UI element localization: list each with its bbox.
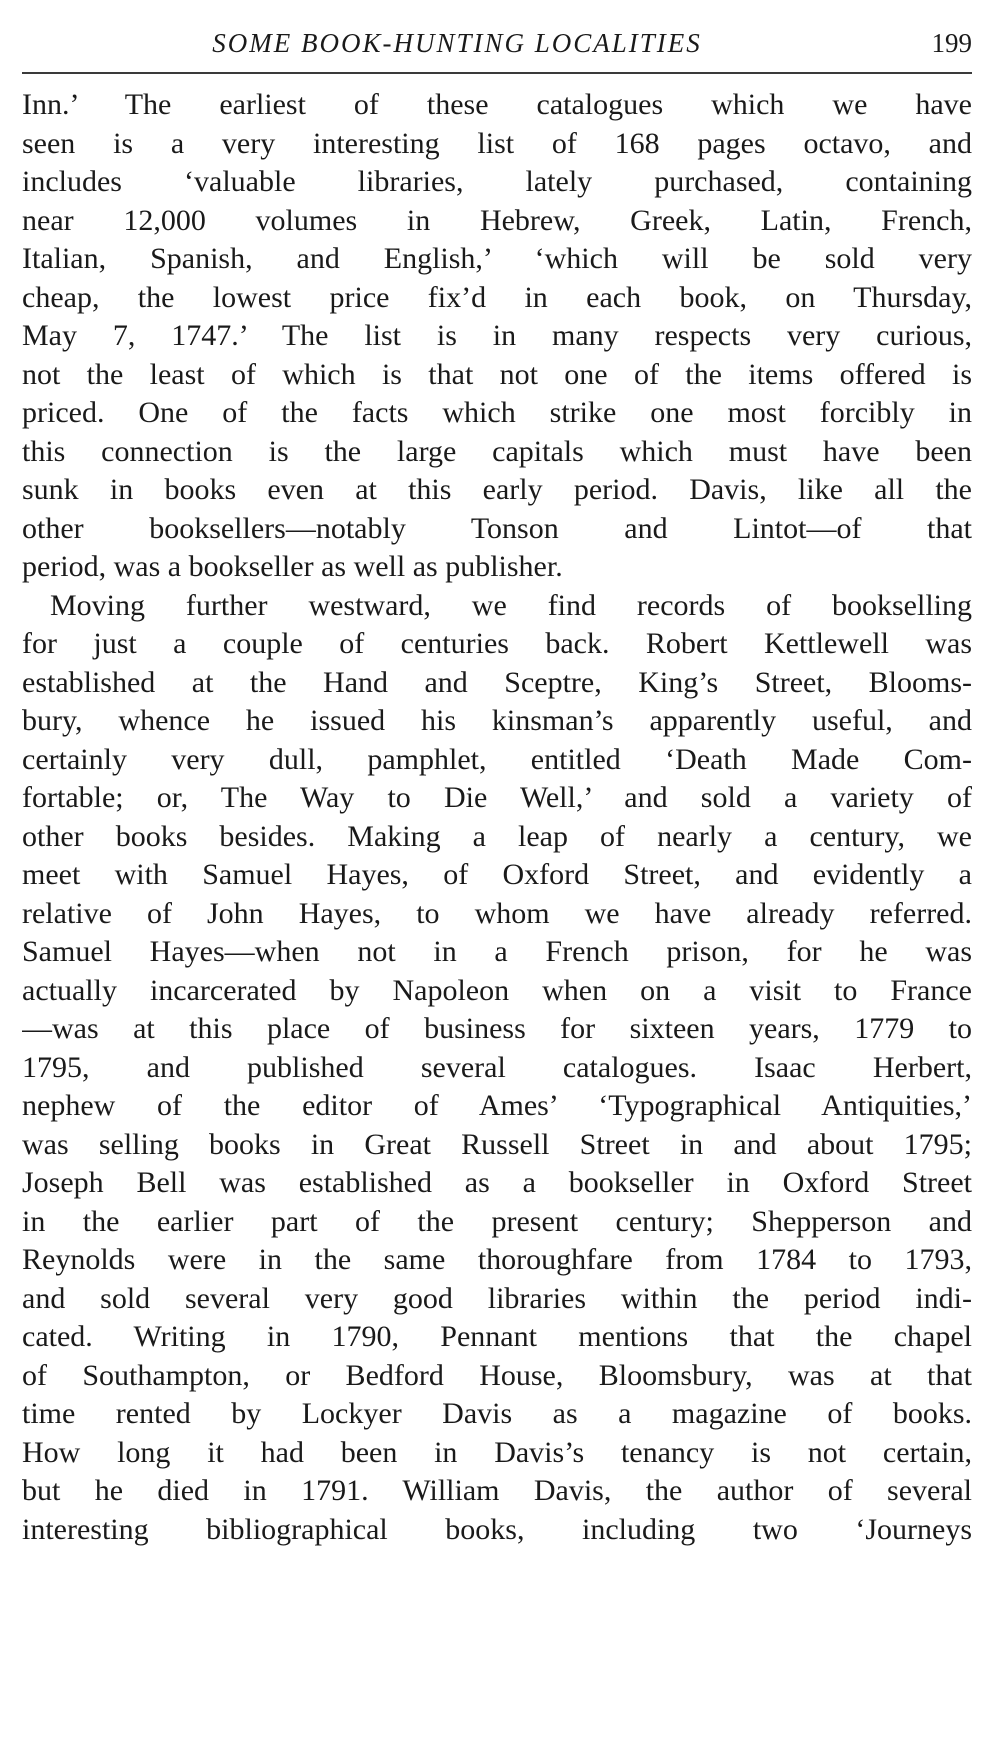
running-head bbox=[22, 28, 972, 68]
text-line: May 7, 1747.’ The list is in many respects very curious, bbox=[22, 319, 972, 352]
text-line: meet with Samuel Hayes, of Oxford Street, and evidently a bbox=[22, 858, 972, 891]
header-rule bbox=[22, 72, 972, 74]
text-line: for just a couple of centuries back. Robert Kettlewell was bbox=[22, 627, 972, 660]
text-line: cheap, the lowest price fix’d in each book, on Thursday, bbox=[22, 280, 972, 314]
text-line: near 12,000 volumes in Hebrew, Greek, Latin, French, bbox=[22, 203, 972, 237]
text-line: period, was a bookseller as well as publisher. bbox=[22, 550, 563, 583]
text-line: cated. Writing in 1790, Pennant mentions that the chapel bbox=[22, 1320, 972, 1353]
text-line: Italian, Spanish, and English,’ ‘which will be sold very bbox=[22, 242, 972, 275]
text-line: not the least of which is that not one of the items offered is bbox=[22, 357, 972, 391]
text-line: and sold several very good libraries within the period indi- bbox=[22, 1281, 972, 1315]
paragraph-1 bbox=[22, 86, 972, 587]
text-line: interesting bibliographical books, including two ‘Journeys bbox=[22, 1512, 972, 1546]
text-line: established at the Hand and Sceptre, King’s Street, Blooms- bbox=[22, 665, 972, 699]
text-line: seen is a very interesting list of 168 pages octavo, and bbox=[22, 126, 972, 160]
text-line: How long it had been in Davis’s tenancy is not certain, bbox=[22, 1435, 972, 1469]
text-line: of Southampton, or Bedford House, Bloomsbury, was at that bbox=[22, 1358, 972, 1392]
text-line: sunk in books even at this early period. Davis, like all the bbox=[22, 473, 972, 506]
running-title: SOME BOOK-HUNTING LOCALITIES bbox=[212, 28, 702, 58]
text-line: this connection is the large capitals which must have been bbox=[22, 434, 972, 468]
text-line: Samuel Hayes—when not in a French prison, for he was bbox=[22, 935, 972, 968]
text-line: includes ‘valuable libraries, lately purchased, containing bbox=[22, 165, 972, 198]
text-line: 1795, and published several catalogues. Isaac Herbert, bbox=[22, 1050, 972, 1084]
text-line: Joseph Bell was established as a bookseller in Oxford Street bbox=[22, 1166, 972, 1199]
text-line: in the earlier part of the present century; Shepperson and bbox=[22, 1204, 972, 1238]
text-line: Reynolds were in the same thoroughfare from 1784 to 1793, bbox=[22, 1243, 972, 1276]
text-line: bury, whence he issued his kinsman’s apparently useful, and bbox=[22, 704, 972, 737]
text-line: other booksellers—notably Tonson and Lintot—of that bbox=[22, 511, 972, 545]
paragraph-2 bbox=[22, 587, 972, 1550]
text-line: Inn.’ The earliest of these catalogues which we have bbox=[22, 88, 972, 121]
body-text bbox=[22, 86, 972, 1549]
text-line: but he died in 1791. William Davis, the author of several bbox=[22, 1474, 972, 1507]
text-line: certainly very dull, pamphlet, entitled ‘Death Made Com- bbox=[22, 742, 972, 776]
text-line: Moving further westward, we find records of bookselling bbox=[50, 588, 972, 622]
text-line: other books besides. Making a leap of nearly a century, we bbox=[22, 819, 972, 853]
text-line: actually incarcerated by Napoleon when on a visit to France bbox=[22, 973, 972, 1007]
text-line: nephew of the editor of Ames’ ‘Typographical Antiquities,’ bbox=[22, 1089, 972, 1122]
text-line: —was at this place of business for sixteen years, 1779 to bbox=[22, 1012, 972, 1045]
page-number: 199 bbox=[931, 28, 972, 58]
text-line: was selling books in Great Russell Street in and about 1795; bbox=[22, 1127, 972, 1161]
text-line: relative of John Hayes, to whom we have already referred. bbox=[22, 896, 972, 930]
text-line: priced. One of the facts which strike one most forcibly in bbox=[22, 396, 972, 429]
text-line: time rented by Lockyer Davis as a magazine of books. bbox=[22, 1397, 972, 1430]
text-line: fortable; or, The Way to Die Well,’ and sold a variety of bbox=[22, 781, 972, 814]
